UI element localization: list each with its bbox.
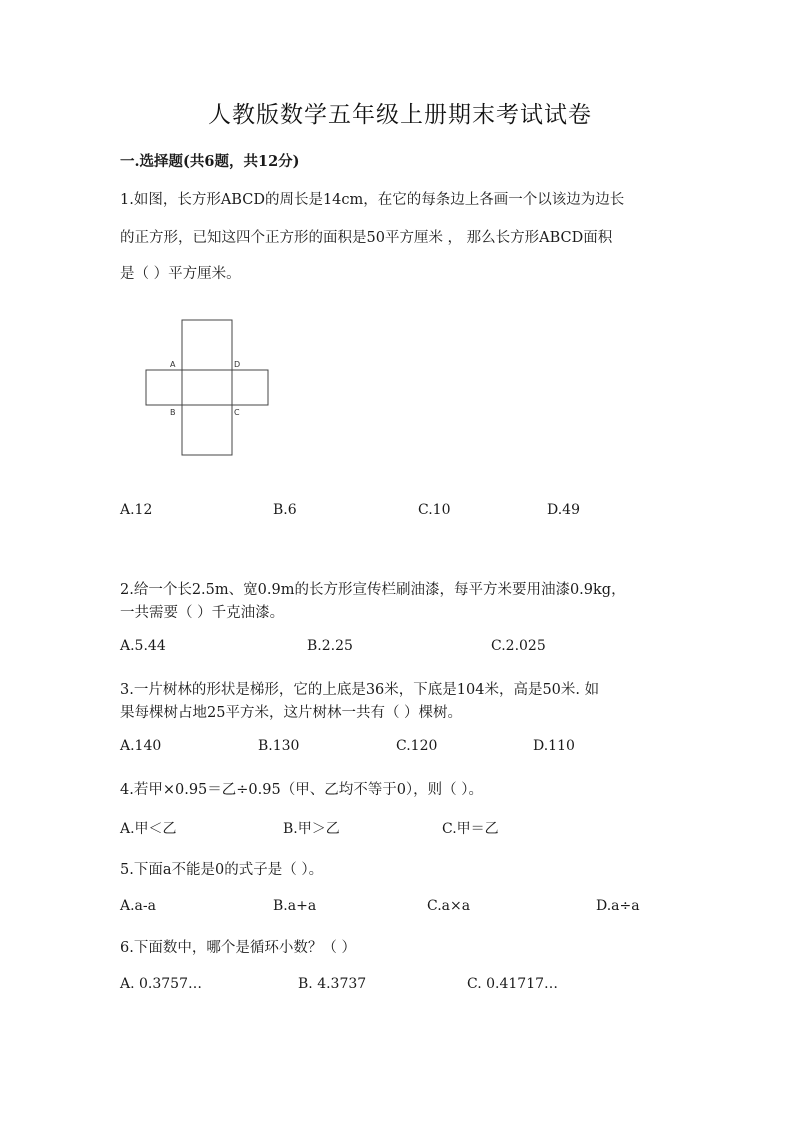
label-a: A xyxy=(170,360,176,369)
q1-option-a: A.12 xyxy=(120,502,153,518)
q6-line-1: 6.下面数中，哪个是循环小数？（ ） xyxy=(120,940,356,956)
q1-option-c: C.10 xyxy=(418,502,451,518)
q6-option-a: A. 0.3757… xyxy=(120,976,202,992)
square-bottom xyxy=(182,405,232,455)
q5-option-b: B.a+a xyxy=(273,898,317,914)
label-c: C xyxy=(234,408,240,417)
q2-option-a: A.5.44 xyxy=(120,638,166,654)
q4-line-1: 4.若甲×0.95＝乙÷0.95（甲、乙均不等于0），则（ ）。 xyxy=(120,782,484,798)
q1-line-2: 的正方形，已知这四个正方形的面积是50平方厘米 ， 那么长方形ABCD面积 xyxy=(120,230,613,246)
section-heading: 一.选择题(共6题，共12分) xyxy=(120,153,300,170)
q5-option-c: C.a×a xyxy=(427,898,471,914)
q6-option-c: C. 0.41717… xyxy=(467,976,559,992)
square-top xyxy=(182,320,232,370)
page-title: 人教版数学五年级上册期末考试试卷 xyxy=(208,102,592,128)
q3-option-c: C.120 xyxy=(396,738,438,754)
rectangle-abcd xyxy=(182,370,232,405)
q1-figure xyxy=(140,315,280,460)
q2-line-1: 2.给一个长2.5m、宽0.9m的长方形宣传栏刷油漆，每平方米要用油漆0.9kg， xyxy=(120,582,626,598)
q3-option-b: B.130 xyxy=(258,738,300,754)
q4-option-b: B.甲＞乙 xyxy=(283,821,340,837)
q3-option-a: A.140 xyxy=(120,738,162,754)
q5-option-a: A.a-a xyxy=(120,898,156,914)
q3-option-d: D.110 xyxy=(533,738,575,754)
q1-option-b: B.6 xyxy=(273,502,297,518)
q5-line-1: 5.下面a不能是0的式子是（ ）。 xyxy=(120,862,324,878)
q4-option-a: A.甲＜乙 xyxy=(120,821,177,837)
q3-line-1: 3.一片树林的形状是梯形，它的上底是36米，下底是104米，高是50米. 如 xyxy=(120,682,600,698)
q1-line-3: 是（ ）平方厘米。 xyxy=(120,266,241,282)
q6-option-b: B. 4.3737 xyxy=(298,976,367,992)
q2-option-b: B.2.25 xyxy=(307,638,353,654)
q1-line-1: 1.如图，长方形ABCD的周长是14cm，在它的每条边上各画一个以该边为边长 xyxy=(120,192,625,208)
square-right xyxy=(232,370,268,405)
q2-option-c: C.2.025 xyxy=(491,638,546,654)
square-left xyxy=(146,370,182,405)
q2-line-2: 一共需要（ ）千克油漆。 xyxy=(120,605,285,621)
q4-option-c: C.甲＝乙 xyxy=(442,821,499,837)
q1-option-d: D.49 xyxy=(547,502,580,518)
label-d: D xyxy=(234,360,241,369)
q3-line-2: 果每棵树占地25平方米，这片树林一共有（ ）棵树。 xyxy=(120,705,463,721)
label-b: B xyxy=(170,408,176,417)
q5-option-d: D.a÷a xyxy=(596,898,640,914)
